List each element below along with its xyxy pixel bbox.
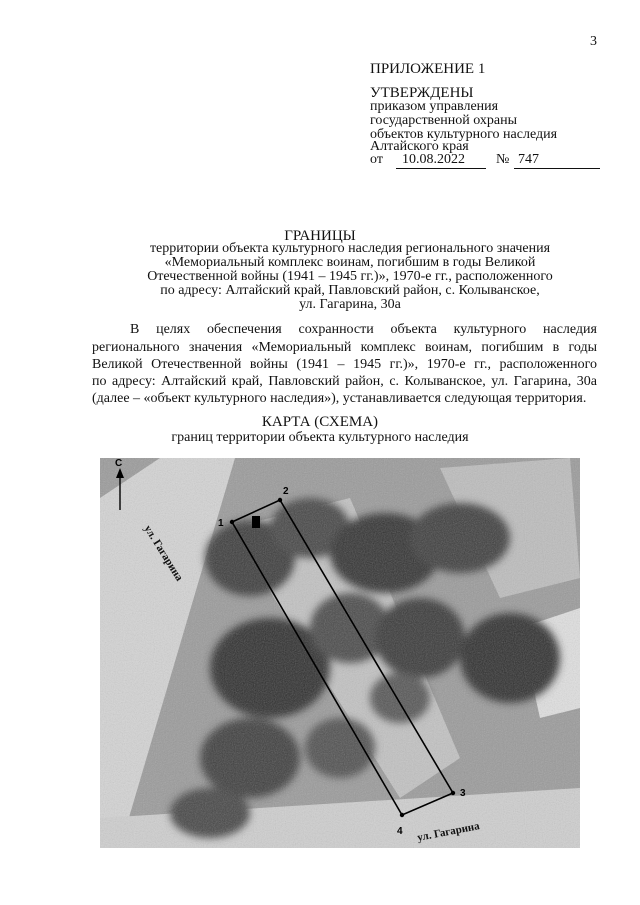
- map-title: КАРТА (СХЕМА): [261, 414, 379, 430]
- order-date: 10.08.2022: [396, 152, 486, 169]
- boundary-point-4: [400, 813, 404, 817]
- boundary-point-1: [230, 520, 234, 524]
- point-label-2: 2: [283, 486, 289, 497]
- body-line: Великой Отечественной войны (1941 – 1945 гг.)», 1970-е гг., расположенного: [92, 357, 597, 372]
- approval-line: объектов культурного наследия: [370, 127, 558, 142]
- boundaries-subtitle-line: территории объекта культурного наследия регионального значения: [149, 241, 551, 256]
- street-label-gagarina-left: ул. Гагарина: [141, 523, 186, 584]
- body-line: В целях обеспечения сохранности объекта культурного наследия: [130, 322, 597, 337]
- approval-line: приказом управления: [370, 99, 499, 114]
- boundary-point-3: [451, 791, 455, 795]
- boundaries-subtitle-line: Отечественной войны (1941 – 1945 гг.)», 1970-е гг., расположенного: [147, 269, 553, 284]
- map-subtitle: границ территории объекта культурного наследия: [171, 430, 469, 445]
- order-number-sign: №: [496, 152, 510, 167]
- aerial-map: [100, 458, 580, 848]
- order-number: 747: [514, 152, 600, 169]
- monument-mark: [252, 516, 260, 528]
- approved-label: УТВЕРЖДЕНЫ: [370, 85, 474, 101]
- boundaries-title: ГРАНИЦЫ: [284, 228, 356, 244]
- boundaries-subtitle-line: «Мемориальный комплекс воинам, погибшим в годы Великой: [164, 255, 536, 270]
- appendix-header: ПРИЛОЖЕНИЕ 1: [370, 61, 486, 77]
- boundaries-subtitle-line: ул. Гагарина, 30а: [299, 297, 401, 312]
- point-label-4: 4: [397, 826, 403, 837]
- order-prefix: от: [370, 152, 383, 167]
- body-line: по адресу: Алтайский край, Павловский район, с. Колыванское, ул. Гагарина, 30а: [92, 374, 597, 389]
- body-line: (далее – «объект культурного наследия»), устанавливается следующая территория.: [92, 391, 587, 406]
- approval-line: Алтайского края: [370, 139, 469, 154]
- street-label-gagarina-bottom: ул. Гагарина: [416, 820, 481, 844]
- boundaries-subtitle-line: по адресу: Алтайский край, Павловский район, с. Колыванское,: [160, 283, 540, 298]
- point-label-3: 3: [460, 788, 466, 799]
- approval-line: государственной охраны: [370, 113, 518, 128]
- boundary-point-2: [278, 498, 282, 502]
- photo-grain: [100, 458, 580, 848]
- body-line: регионального значения «Мемориальный комплекс воинам, погибшим в годы: [92, 340, 597, 355]
- page-number: 3: [590, 34, 597, 49]
- north-label: С: [115, 458, 123, 469]
- point-label-1: 1: [218, 518, 224, 529]
